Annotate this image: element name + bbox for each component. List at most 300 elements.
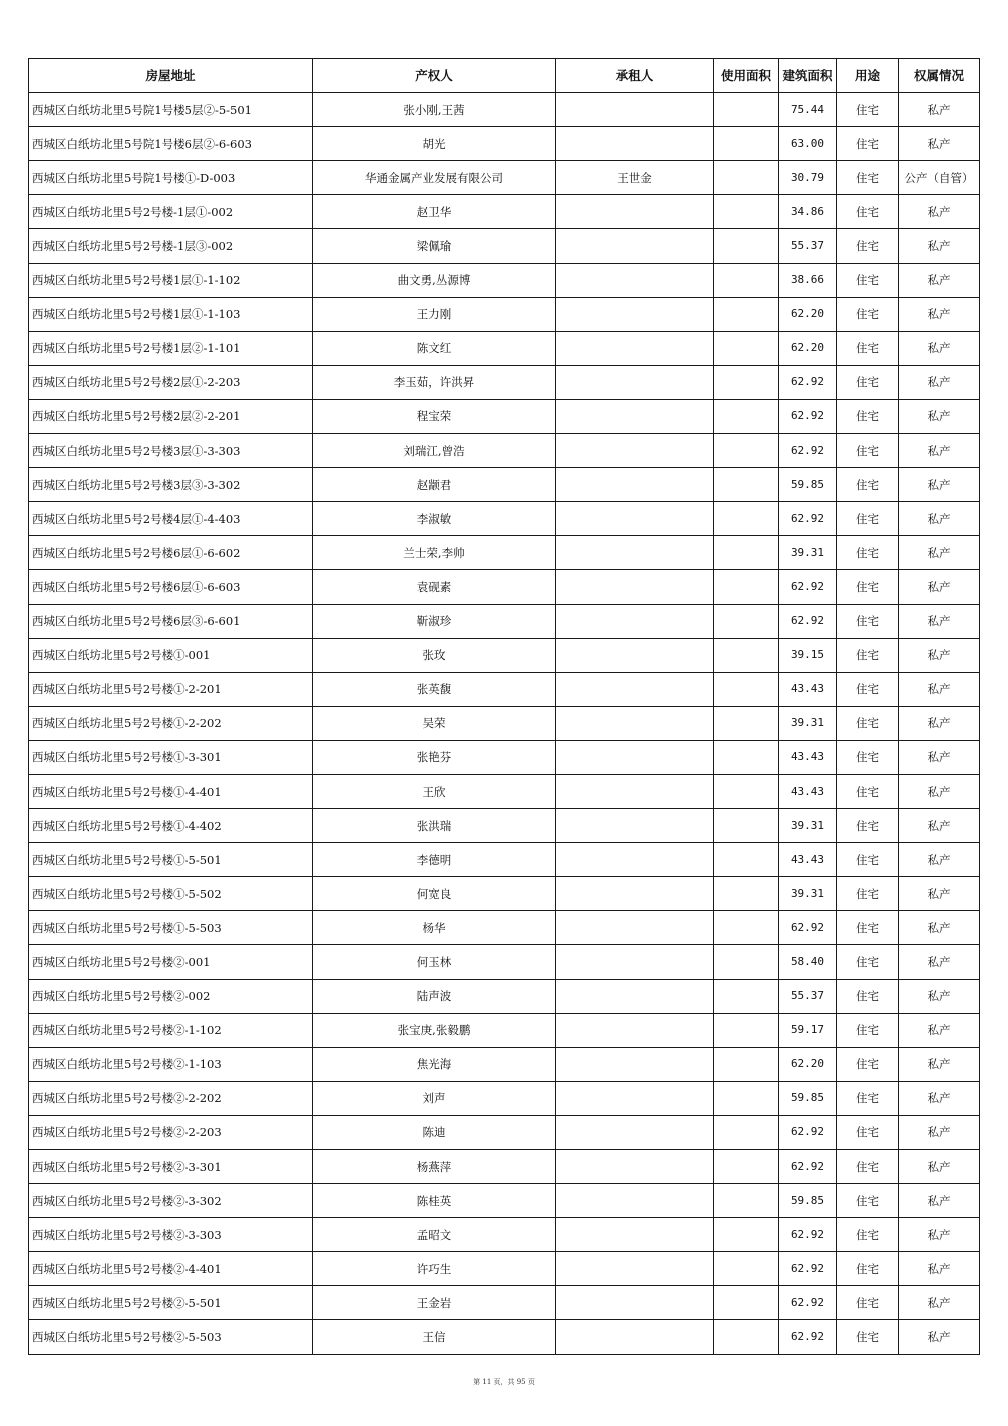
- cell-address: 西城区白纸坊北里5号2号楼②-3-301: [29, 1150, 313, 1184]
- cell-address: 西城区白纸坊北里5号2号楼②-3-302: [29, 1184, 313, 1218]
- table-row: [29, 1320, 980, 1354]
- cell-ownership: 私产: [899, 877, 980, 911]
- cell-owner: 王金岩: [313, 1286, 556, 1320]
- cell-build-area: 43.43: [779, 774, 837, 808]
- cell-ownership: 私产: [899, 672, 980, 706]
- cell-build-area: 43.43: [779, 672, 837, 706]
- cell-owner: 杨燕萍: [313, 1150, 556, 1184]
- table-row: [29, 1252, 980, 1286]
- cell-usage: 住宅: [837, 638, 899, 672]
- cell-owner: 程宝荣: [313, 399, 556, 433]
- cell-ownership: 私产: [899, 1252, 980, 1286]
- cell-build-area: 30.79: [779, 161, 837, 195]
- cell-use-area: [714, 434, 779, 468]
- cell-build-area: 62.92: [779, 911, 837, 945]
- cell-ownership: 私产: [899, 1081, 980, 1115]
- cell-usage: 住宅: [837, 365, 899, 399]
- cell-address: 西城区白纸坊北里5号2号楼1层①-1-103: [29, 297, 313, 331]
- cell-build-area: 62.20: [779, 331, 837, 365]
- cell-tenant: [556, 911, 714, 945]
- cell-owner: 焦光海: [313, 1047, 556, 1081]
- cell-tenant: [556, 1115, 714, 1149]
- cell-owner: 李德明: [313, 843, 556, 877]
- cell-use-area: [714, 911, 779, 945]
- cell-build-area: 62.92: [779, 570, 837, 604]
- cell-owner: 华通金属产业发展有限公司: [313, 161, 556, 195]
- cell-owner: 杨华: [313, 911, 556, 945]
- cell-use-area: [714, 1047, 779, 1081]
- cell-build-area: 55.37: [779, 229, 837, 263]
- cell-address: 西城区白纸坊北里5号2号楼②-001: [29, 945, 313, 979]
- cell-address: 西城区白纸坊北里5号2号楼6层①-6-602: [29, 536, 313, 570]
- table-row: [29, 1047, 980, 1081]
- cell-address: 西城区白纸坊北里5号2号楼-1层①-002: [29, 195, 313, 229]
- cell-usage: 住宅: [837, 93, 899, 127]
- cell-usage: 住宅: [837, 1218, 899, 1252]
- cell-owner: 张艳芬: [313, 740, 556, 774]
- cell-use-area: [714, 93, 779, 127]
- cell-tenant: [556, 365, 714, 399]
- cell-use-area: [714, 672, 779, 706]
- cell-address: 西城区白纸坊北里5号2号楼3层①-3-303: [29, 434, 313, 468]
- cell-usage: 住宅: [837, 911, 899, 945]
- cell-build-area: 39.15: [779, 638, 837, 672]
- cell-ownership: 私产: [899, 331, 980, 365]
- table-row: [29, 1218, 980, 1252]
- cell-ownership: 私产: [899, 1218, 980, 1252]
- cell-use-area: [714, 1081, 779, 1115]
- cell-ownership: 私产: [899, 1184, 980, 1218]
- table-row: [29, 604, 980, 638]
- cell-ownership: 私产: [899, 434, 980, 468]
- header-row: [29, 59, 980, 93]
- cell-ownership: 公产（自管）: [899, 161, 980, 195]
- cell-tenant: [556, 672, 714, 706]
- cell-tenant: [556, 877, 714, 911]
- cell-build-area: 62.20: [779, 297, 837, 331]
- cell-tenant: [556, 93, 714, 127]
- cell-usage: 住宅: [837, 536, 899, 570]
- cell-tenant: [556, 1150, 714, 1184]
- cell-address: 西城区白纸坊北里5号2号楼3层③-3-302: [29, 468, 313, 502]
- cell-use-area: [714, 1184, 779, 1218]
- cell-use-area: [714, 1218, 779, 1252]
- cell-use-area: [714, 740, 779, 774]
- cell-usage: 住宅: [837, 672, 899, 706]
- cell-ownership: 私产: [899, 1286, 980, 1320]
- cell-use-area: [714, 365, 779, 399]
- cell-address: 西城区白纸坊北里5号2号楼-1层③-002: [29, 229, 313, 263]
- cell-build-area: 39.31: [779, 809, 837, 843]
- cell-owner: 王信: [313, 1320, 556, 1354]
- cell-ownership: 私产: [899, 706, 980, 740]
- cell-tenant: [556, 604, 714, 638]
- cell-usage: 住宅: [837, 434, 899, 468]
- cell-build-area: 39.31: [779, 536, 837, 570]
- cell-ownership: 私产: [899, 638, 980, 672]
- cell-tenant: [556, 434, 714, 468]
- cell-use-area: [714, 638, 779, 672]
- cell-owner: 靳淑珍: [313, 604, 556, 638]
- cell-usage: 住宅: [837, 1252, 899, 1286]
- cell-usage: 住宅: [837, 1320, 899, 1354]
- table-row: [29, 1115, 980, 1149]
- table-row: [29, 468, 980, 502]
- table-row: [29, 1286, 980, 1320]
- cell-tenant: [556, 127, 714, 161]
- cell-tenant: [556, 740, 714, 774]
- cell-owner: 张小刚,王茜: [313, 93, 556, 127]
- cell-tenant: [556, 945, 714, 979]
- cell-address: 西城区白纸坊北里5号2号楼①-5-503: [29, 911, 313, 945]
- table-row: [29, 877, 980, 911]
- table-row: [29, 1150, 980, 1184]
- cell-build-area: 62.92: [779, 1252, 837, 1286]
- cell-usage: 住宅: [837, 706, 899, 740]
- table-row: [29, 979, 980, 1013]
- cell-address: 西城区白纸坊北里5号2号楼①-2-201: [29, 672, 313, 706]
- cell-usage: 住宅: [837, 774, 899, 808]
- cell-usage: 住宅: [837, 161, 899, 195]
- header-tenant: 承租人: [556, 59, 714, 93]
- cell-owner: 兰士荣,李帅: [313, 536, 556, 570]
- cell-ownership: 私产: [899, 945, 980, 979]
- cell-address: 西城区白纸坊北里5号2号楼①-4-402: [29, 809, 313, 843]
- cell-build-area: 59.85: [779, 468, 837, 502]
- header-build-area: 建筑面积: [779, 59, 837, 93]
- cell-owner: 陆声波: [313, 979, 556, 1013]
- cell-usage: 住宅: [837, 945, 899, 979]
- cell-usage: 住宅: [837, 1047, 899, 1081]
- cell-ownership: 私产: [899, 297, 980, 331]
- cell-ownership: 私产: [899, 843, 980, 877]
- cell-owner: 张宝庚,张毅鹏: [313, 1013, 556, 1047]
- cell-ownership: 私产: [899, 229, 980, 263]
- cell-owner: 许巧生: [313, 1252, 556, 1286]
- cell-address: 西城区白纸坊北里5号2号楼①-001: [29, 638, 313, 672]
- cell-address: 西城区白纸坊北里5号2号楼1层②-1-101: [29, 331, 313, 365]
- cell-use-area: [714, 263, 779, 297]
- cell-tenant: [556, 706, 714, 740]
- cell-build-area: 62.92: [779, 1286, 837, 1320]
- cell-use-area: [714, 468, 779, 502]
- cell-address: 西城区白纸坊北里5号院1号楼6层②-6-603: [29, 127, 313, 161]
- property-table: [28, 58, 980, 1355]
- cell-owner: 曲文勇,丛源博: [313, 263, 556, 297]
- cell-use-area: [714, 229, 779, 263]
- table-row: [29, 1081, 980, 1115]
- table-row: [29, 127, 980, 161]
- cell-use-area: [714, 809, 779, 843]
- cell-ownership: 私产: [899, 1013, 980, 1047]
- cell-tenant: [556, 297, 714, 331]
- header-address: 房屋地址: [29, 59, 313, 93]
- cell-tenant: [556, 1320, 714, 1354]
- cell-address: 西城区白纸坊北里5号2号楼②-002: [29, 979, 313, 1013]
- cell-address: 西城区白纸坊北里5号2号楼①-4-401: [29, 774, 313, 808]
- cell-use-area: [714, 1150, 779, 1184]
- table-row: [29, 911, 980, 945]
- table-row: [29, 740, 980, 774]
- cell-usage: 住宅: [837, 468, 899, 502]
- cell-use-area: [714, 297, 779, 331]
- cell-use-area: [714, 1286, 779, 1320]
- cell-usage: 住宅: [837, 1013, 899, 1047]
- cell-tenant: [556, 331, 714, 365]
- cell-address: 西城区白纸坊北里5号2号楼①-5-501: [29, 843, 313, 877]
- table-row: [29, 1184, 980, 1218]
- table-row: [29, 434, 980, 468]
- cell-build-area: 75.44: [779, 93, 837, 127]
- cell-use-area: [714, 979, 779, 1013]
- cell-usage: 住宅: [837, 331, 899, 365]
- cell-owner: 王欣: [313, 774, 556, 808]
- cell-address: 西城区白纸坊北里5号2号楼①-5-502: [29, 877, 313, 911]
- cell-tenant: [556, 809, 714, 843]
- cell-ownership: 私产: [899, 502, 980, 536]
- cell-build-area: 62.92: [779, 399, 837, 433]
- cell-address: 西城区白纸坊北里5号2号楼①-2-202: [29, 706, 313, 740]
- cell-address: 西城区白纸坊北里5号院1号楼①-D-003: [29, 161, 313, 195]
- cell-use-area: [714, 877, 779, 911]
- cell-owner: 赵颛君: [313, 468, 556, 502]
- table-row: [29, 502, 980, 536]
- table-row: [29, 297, 980, 331]
- table-row: [29, 809, 980, 843]
- cell-use-area: [714, 1013, 779, 1047]
- cell-usage: 住宅: [837, 1150, 899, 1184]
- cell-build-area: 39.31: [779, 706, 837, 740]
- cell-usage: 住宅: [837, 1081, 899, 1115]
- cell-ownership: 私产: [899, 774, 980, 808]
- cell-ownership: 私产: [899, 1047, 980, 1081]
- cell-address: 西城区白纸坊北里5号2号楼②-5-501: [29, 1286, 313, 1320]
- cell-usage: 住宅: [837, 1184, 899, 1218]
- cell-owner: 孟昭文: [313, 1218, 556, 1252]
- cell-ownership: 私产: [899, 536, 980, 570]
- cell-tenant: [556, 502, 714, 536]
- cell-address: 西城区白纸坊北里5号2号楼4层①-4-403: [29, 502, 313, 536]
- cell-owner: 胡光: [313, 127, 556, 161]
- cell-tenant: [556, 263, 714, 297]
- cell-ownership: 私产: [899, 1320, 980, 1354]
- cell-ownership: 私产: [899, 979, 980, 1013]
- cell-build-area: 58.40: [779, 945, 837, 979]
- header-ownership: 权属情况: [899, 59, 980, 93]
- cell-owner: 袁砚素: [313, 570, 556, 604]
- table-row: [29, 1013, 980, 1047]
- cell-build-area: 63.00: [779, 127, 837, 161]
- cell-usage: 住宅: [837, 1286, 899, 1320]
- cell-use-area: [714, 331, 779, 365]
- cell-tenant: [556, 468, 714, 502]
- cell-usage: 住宅: [837, 1115, 899, 1149]
- cell-address: 西城区白纸坊北里5号2号楼②-5-503: [29, 1320, 313, 1354]
- cell-ownership: 私产: [899, 127, 980, 161]
- cell-tenant: [556, 570, 714, 604]
- cell-build-area: 62.20: [779, 1047, 837, 1081]
- table-row: [29, 570, 980, 604]
- cell-usage: 住宅: [837, 127, 899, 161]
- cell-ownership: 私产: [899, 1115, 980, 1149]
- cell-ownership: 私产: [899, 1150, 980, 1184]
- cell-tenant: 王世金: [556, 161, 714, 195]
- cell-owner: 陈文红: [313, 331, 556, 365]
- header-owner: 产权人: [313, 59, 556, 93]
- table-row: [29, 195, 980, 229]
- table-row: [29, 536, 980, 570]
- cell-owner: 吴荣: [313, 706, 556, 740]
- cell-tenant: [556, 638, 714, 672]
- cell-ownership: 私产: [899, 604, 980, 638]
- cell-use-area: [714, 161, 779, 195]
- cell-tenant: [556, 195, 714, 229]
- cell-usage: 住宅: [837, 297, 899, 331]
- cell-use-area: [714, 195, 779, 229]
- cell-ownership: 私产: [899, 570, 980, 604]
- cell-ownership: 私产: [899, 195, 980, 229]
- cell-ownership: 私产: [899, 365, 980, 399]
- cell-tenant: [556, 843, 714, 877]
- table-row: [29, 843, 980, 877]
- cell-usage: 住宅: [837, 502, 899, 536]
- table-row: [29, 93, 980, 127]
- cell-tenant: [556, 1047, 714, 1081]
- cell-tenant: [556, 774, 714, 808]
- cell-use-area: [714, 843, 779, 877]
- cell-owner: 赵卫华: [313, 195, 556, 229]
- cell-address: 西城区白纸坊北里5号2号楼②-1-103: [29, 1047, 313, 1081]
- cell-usage: 住宅: [837, 843, 899, 877]
- cell-use-area: [714, 1115, 779, 1149]
- cell-address: 西城区白纸坊北里5号2号楼②-4-401: [29, 1252, 313, 1286]
- cell-build-area: 62.92: [779, 1218, 837, 1252]
- cell-ownership: 私产: [899, 468, 980, 502]
- cell-tenant: [556, 1013, 714, 1047]
- cell-address: 西城区白纸坊北里5号2号楼①-3-301: [29, 740, 313, 774]
- cell-build-area: 43.43: [779, 843, 837, 877]
- cell-owner: 张洪瑞: [313, 809, 556, 843]
- table-row: [29, 672, 980, 706]
- cell-use-area: [714, 706, 779, 740]
- cell-usage: 住宅: [837, 570, 899, 604]
- table-row: [29, 638, 980, 672]
- cell-ownership: 私产: [899, 809, 980, 843]
- cell-use-area: [714, 399, 779, 433]
- cell-address: 西城区白纸坊北里5号2号楼1层①-1-102: [29, 263, 313, 297]
- cell-owner: 刘瑞江,曾浩: [313, 434, 556, 468]
- cell-owner: 何玉林: [313, 945, 556, 979]
- cell-usage: 住宅: [837, 604, 899, 638]
- cell-build-area: 55.37: [779, 979, 837, 1013]
- cell-tenant: [556, 399, 714, 433]
- cell-use-area: [714, 604, 779, 638]
- cell-usage: 住宅: [837, 877, 899, 911]
- cell-build-area: 59.85: [779, 1184, 837, 1218]
- cell-ownership: 私产: [899, 93, 980, 127]
- cell-build-area: 62.92: [779, 1320, 837, 1354]
- cell-owner: 张英馥: [313, 672, 556, 706]
- cell-owner: 李玉茹，许洪昇: [313, 365, 556, 399]
- cell-use-area: [714, 945, 779, 979]
- table-row: [29, 331, 980, 365]
- cell-address: 西城区白纸坊北里5号2号楼2层②-2-201: [29, 399, 313, 433]
- cell-owner: 陈桂英: [313, 1184, 556, 1218]
- cell-usage: 住宅: [837, 979, 899, 1013]
- cell-tenant: [556, 1252, 714, 1286]
- cell-build-area: 34.86: [779, 195, 837, 229]
- cell-use-area: [714, 774, 779, 808]
- table-body: [29, 93, 980, 1354]
- table-row: [29, 945, 980, 979]
- cell-address: 西城区白纸坊北里5号2号楼6层①-6-603: [29, 570, 313, 604]
- cell-build-area: 62.92: [779, 365, 837, 399]
- cell-usage: 住宅: [837, 809, 899, 843]
- cell-usage: 住宅: [837, 740, 899, 774]
- cell-use-area: [714, 1320, 779, 1354]
- cell-use-area: [714, 502, 779, 536]
- table-row: [29, 263, 980, 297]
- cell-build-area: 59.17: [779, 1013, 837, 1047]
- cell-tenant: [556, 536, 714, 570]
- cell-build-area: 62.92: [779, 1115, 837, 1149]
- cell-build-area: 62.92: [779, 604, 837, 638]
- table-row: [29, 399, 980, 433]
- table-row: [29, 365, 980, 399]
- table-row: [29, 706, 980, 740]
- cell-usage: 住宅: [837, 399, 899, 433]
- cell-build-area: 43.43: [779, 740, 837, 774]
- cell-tenant: [556, 229, 714, 263]
- header-usage: 用途: [837, 59, 899, 93]
- cell-usage: 住宅: [837, 195, 899, 229]
- table-row: [29, 161, 980, 195]
- cell-use-area: [714, 570, 779, 604]
- cell-tenant: [556, 1081, 714, 1115]
- cell-owner: 王力刚: [313, 297, 556, 331]
- cell-address: 西城区白纸坊北里5号2号楼②-1-102: [29, 1013, 313, 1047]
- table-row: [29, 774, 980, 808]
- cell-build-area: 62.92: [779, 1150, 837, 1184]
- cell-ownership: 私产: [899, 399, 980, 433]
- cell-address: 西城区白纸坊北里5号院1号楼5层②-5-501: [29, 93, 313, 127]
- cell-address: 西城区白纸坊北里5号2号楼②-2-203: [29, 1115, 313, 1149]
- cell-address: 西城区白纸坊北里5号2号楼②-2-202: [29, 1081, 313, 1115]
- cell-tenant: [556, 1184, 714, 1218]
- cell-tenant: [556, 1286, 714, 1320]
- cell-owner: 梁佩瑜: [313, 229, 556, 263]
- cell-build-area: 59.85: [779, 1081, 837, 1115]
- cell-address: 西城区白纸坊北里5号2号楼②-3-303: [29, 1218, 313, 1252]
- table-row: [29, 229, 980, 263]
- cell-owner: 陈迪: [313, 1115, 556, 1149]
- cell-build-area: 38.66: [779, 263, 837, 297]
- cell-address: 西城区白纸坊北里5号2号楼6层③-6-601: [29, 604, 313, 638]
- cell-use-area: [714, 127, 779, 161]
- cell-tenant: [556, 1218, 714, 1252]
- cell-use-area: [714, 1252, 779, 1286]
- cell-build-area: 39.31: [779, 877, 837, 911]
- cell-owner: 何宽良: [313, 877, 556, 911]
- page-number: 第 11 页，共 95 页: [473, 1378, 535, 1386]
- cell-ownership: 私产: [899, 263, 980, 297]
- cell-usage: 住宅: [837, 263, 899, 297]
- cell-ownership: 私产: [899, 740, 980, 774]
- cell-build-area: 62.92: [779, 502, 837, 536]
- cell-address: 西城区白纸坊北里5号2号楼2层①-2-203: [29, 365, 313, 399]
- cell-tenant: [556, 979, 714, 1013]
- cell-owner: 张玫: [313, 638, 556, 672]
